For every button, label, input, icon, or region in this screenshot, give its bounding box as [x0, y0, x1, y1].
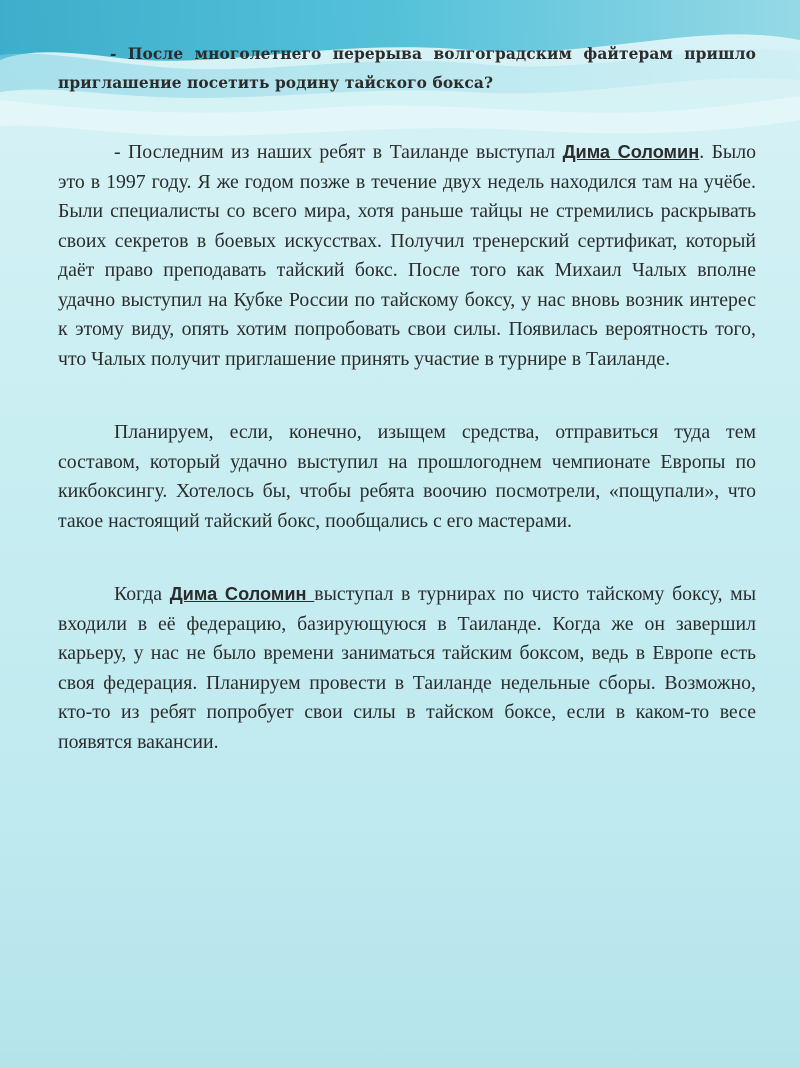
answer-1-before: - Последним из наших ребят в Таиланде выступал — [114, 141, 563, 163]
answer-3-after: выступал в турнирах по чисто тайскому боксу, мы входили в её федерацию, базирующуюся в Таиланде. Когда же он завершил карьеру, у нас не было времени заниматься тайским боксом, ведь в Европе есть своя федерация. Планируем провести в Таиланде недельные сборы. Возможно, кто-то из ребят попробует свои силы в тайском боксе, если в каком-то весе появятся вакансии. — [58, 583, 756, 753]
answer-paragraph-1 — [58, 138, 756, 374]
answer-3-before: Когда — [114, 583, 170, 605]
answer-1-after: . Было это в 1997 году. Я же годом позже в течение двух недель находился там на учёбе. Были специалисты со всего мира, хотя раньше тайцы не стремились раскрывать своих секретов в боевых искусствах. Получил тренерский сертификат, который даёт право преподавать тайский бокс. После того как Михаил Чалых вполне удачно выступил на Кубке России по тайскому боксу, у нас вновь возник интерес к этому виду, опять хотим попробовать свои силы. Появилась вероятность того, что Чалых получит приглашение принять участие в турнире в Таиланде. — [58, 141, 756, 370]
interview-question: - После многолетнего перерыва волгоградским файтерам пришло приглашение посетить родину тайского бокса? — [58, 45, 756, 92]
article-text — [58, 40, 756, 801]
athlete-name-link: Дима Соломин — [562, 142, 700, 162]
answer-paragraph-2: Планируем, если, конечно, изыщем средства, отправиться туда тем составом, который удачно выступил на прошлогоднем чемпионате Европы по кикбоксингу. Хотелось бы, чтобы ребята воочию посмотрели, «пощупали», что такое настоящий тайский бокс, пообщались с его мастерами. — [58, 421, 756, 532]
athlete-name-link: Дима Соломин — [169, 584, 315, 604]
answer-paragraph-3 — [58, 580, 756, 757]
